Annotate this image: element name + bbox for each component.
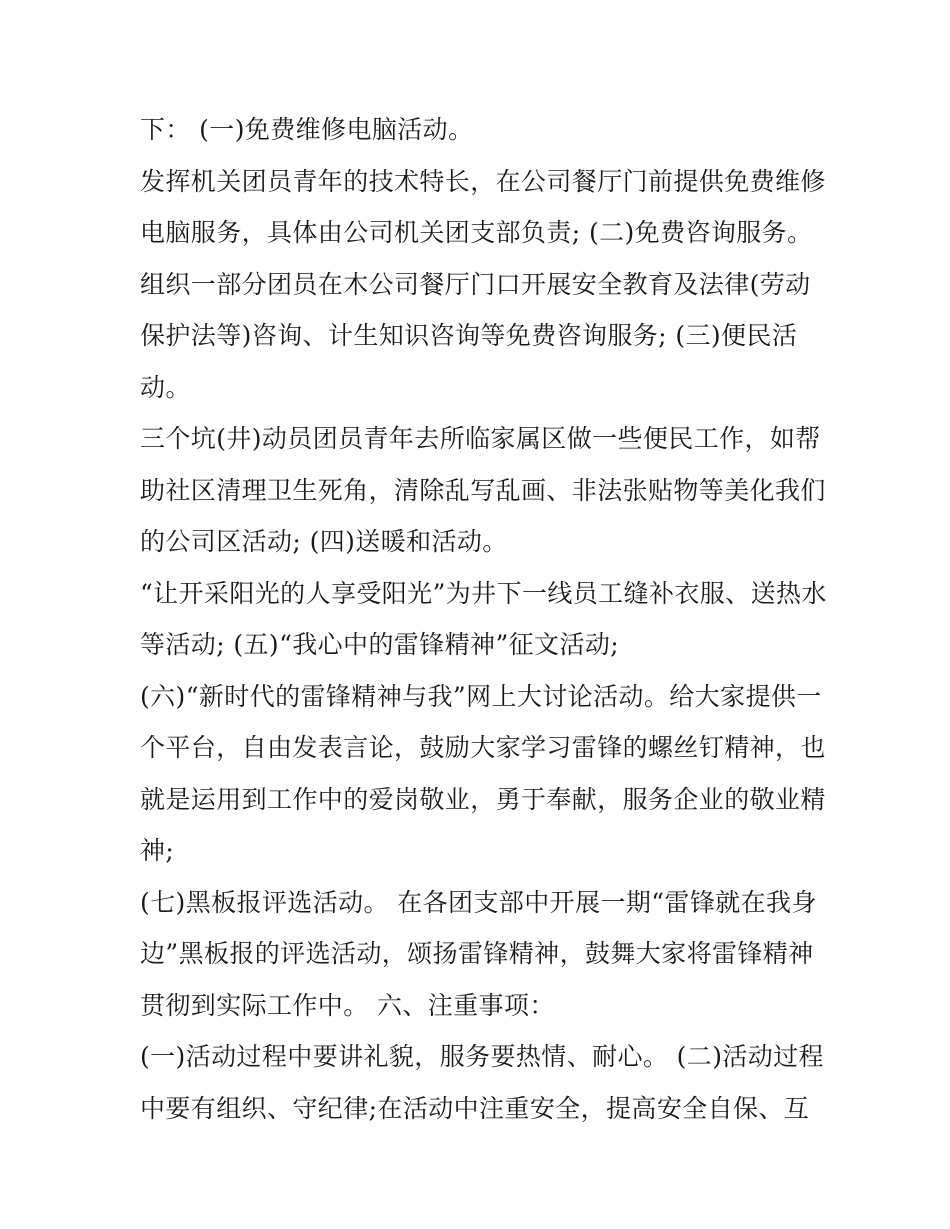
text-line: 下： (一)免费维修电脑活动。 (140, 115, 474, 144)
text-line: 发挥机关团员青年的技术特长，在公司餐厅门前提供免费维修 (140, 166, 826, 196)
text-line: 边”黑板报的评选活动，颂扬雷锋精神，鼓舞大家将雷锋精神 (140, 939, 814, 968)
text-line: 贯彻到实际工作中。 六、注重事项： (140, 990, 555, 1020)
text-line: 就是运用到工作中的爱岗敬业，勇于奉献，服务企业的敬业精 (140, 784, 826, 814)
text-line: 动。 (140, 372, 191, 402)
text-line: 助社区清理卫生死角，清除乱写乱画、非法张贴物等美化我们 (140, 475, 826, 505)
text-line: 个平台，自由发表言论，鼓励大家学习雷锋的螺丝钉精神，也 (140, 733, 826, 762)
text-line: (七)黑板报评选活动。 在各团支部中开展一期“雷锋就在我身 (140, 887, 817, 917)
text-line: 三个坑(井)动员团员青年去所临家属区做一些便民工作，如帮 (140, 424, 821, 453)
text-line: 组织一部分团员在木公司餐厅门口开展安全教育及法律(劳动 (140, 269, 811, 299)
text-line: 的公司区活动; (四)送暖和活动。 (140, 527, 508, 556)
text-line: (六)“新时代的雷锋精神与我”网上大讨论活动。给大家提供一 (140, 681, 822, 711)
document-body (140, 104, 827, 1134)
text-line: 神; (140, 836, 175, 865)
text-line: 保护法等)咨询、计生知识咨询等免费咨询服务; (三)便民活 (140, 321, 798, 350)
text-line: (一)活动过程中要讲礼貌，服务要热情、耐心。 (二)活动过程 (140, 1042, 824, 1071)
text-line: “让开采阳光的人享受阳光”为井下一线员工缝补衣服、送热水 (140, 578, 827, 608)
text-line: 中要有组织、守纪律;在活动中注重安全，提高安全自保、互 (140, 1093, 810, 1123)
text-line: 等活动; (五)“我心中的雷锋精神”征文活动; (140, 630, 620, 659)
text-line: 电脑服务，具体由公司机关团支部负责; (二)免费咨询服务。 (140, 218, 813, 247)
